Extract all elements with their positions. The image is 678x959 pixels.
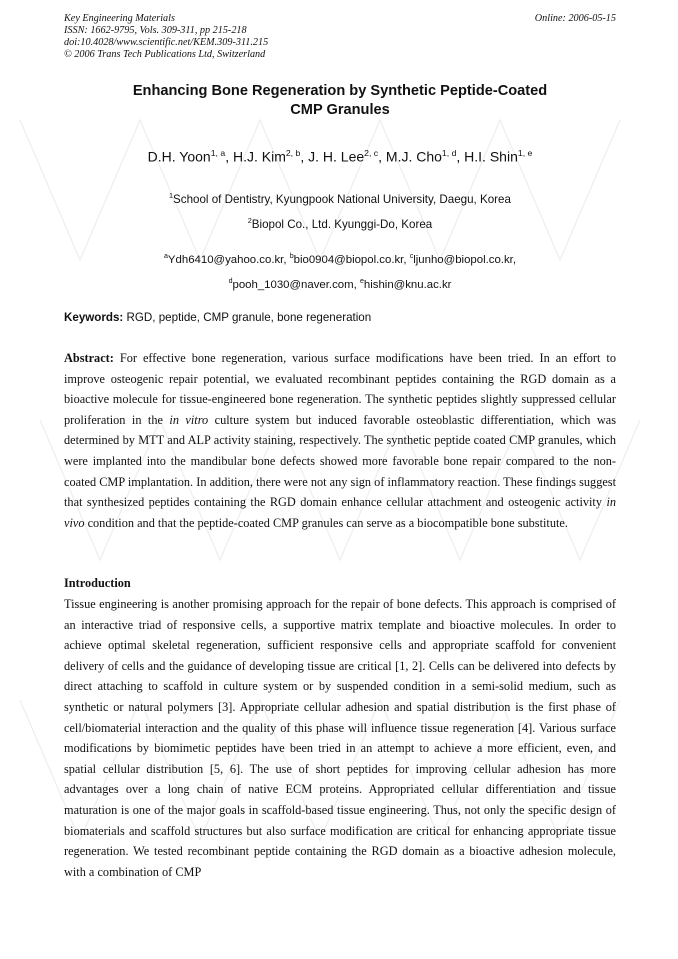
email-sup: e [359,277,364,285]
abstract-italic-2: in vivo [64,495,617,530]
title-line-1: Enhancing Bone Regeneration by Synthetic Peptide-Coated [132,83,548,99]
aff-sup: 1 [169,191,174,200]
title-line-2: CMP Granules [290,102,390,118]
journal-header [64,13,616,61]
abstract-text-1: For effective bone regeneration, various surface modifications have been tried. In an effort to improve osteogenic repair potential, we evaluated recombinant peptides containing the RGD domain as a bioactive molecule for tissue-engineered bone regeneration. The synthetic peptides slightly suppressed cellular proliferation in the [64,351,616,427]
email-link[interactable]: pooh_1030@naver.com [232,278,354,291]
email-link[interactable]: hishin@knu.ac.kr [363,278,452,291]
online-date: Online: 2006-05-15 [534,13,616,24]
author: M.J. Cho [385,148,442,165]
keywords-label: Keywords: [64,311,124,324]
section-heading-introduction: Introduction [64,576,131,590]
email-line-2: $^d$pooh_1030@naver.com, $^e$hishin@knu.ac.kr [228,277,452,291]
affiliations [64,185,616,235]
email-sup: d [228,277,233,285]
abstract-label: Abstract: [64,351,114,365]
doi-line: doi:10.4028/www.scientific.net/KEM.309-311.215 [64,37,269,48]
email-link[interactable]: bio0904@biopol.co.kr [293,253,404,266]
aff-text: School of Dentistry, Kyungpook National University, Daegu, Korea [173,192,511,206]
email-sup: b [289,253,294,260]
paper-title [64,82,616,120]
aff-text: Biopol Co., Ltd. Kyunggi-Do, Korea [251,217,433,231]
abstract-text-3: condition and that the peptide-coated CMP granules can serve as a biocompatible bone substitute. [87,515,568,530]
author: D.H. Yoon [147,148,211,165]
email-sup: a [164,253,168,260]
affiliation-2 [64,210,616,235]
abstract-italic-1: in vitro [169,412,209,427]
abstract-text-2: culture system but induced favorable osteoblastic differentiation, which was determined by MTT and ALP activity staining, respectively. The synthetic peptide coated CMP granules, which were implanted into the mandibular bone defects showed more favorable bone repair compared to the non-coated CMP implantation. In addition, there were not any sign of inflammatory reaction. These findings suggest that synthesized peptides containing the RGD domain enhance cellular attachment and osteogenic activity [64,412,616,510]
author-sup: 2, b [285,148,301,158]
author: H.J. Kim [232,148,286,165]
email-list [64,246,616,296]
email-line-1: $^a$Ydh6410@yahoo.co.kr, $^b$bio0904@biopol.co.kr, $^c$ljunho@biopol.co.kr, [164,253,516,266]
keywords [64,310,616,325]
aff-sup: 2 [247,215,252,225]
keywords-text: RGD, peptide, CMP granule, bone regeneration [126,311,372,324]
author-sup: 1, e [517,148,533,158]
author: J. H. Lee [308,148,365,165]
email-link[interactable]: Ydh6410@yahoo.co.kr [167,253,284,266]
author: H.I. Shin [464,148,518,165]
introduction-text: Tissue engineering is another promising approach for the repair of bone defects. This approach is comprised of an interactive triad of responsive cells, a supportive matrix template and bioactive molecules. In order to achieve optimal skeletal regeneration, sufficient responsive cells and appropriate scaffold for convenient delivery of cells and the guidance of developing tissue are critical [1, 2]. Cells can be delivered into defects by direct attaching to scaffold in culture system or by suspended condition in a semi-solid medium, such as synthetic or natural polymers [3]. Appropriate cellular adhesion and spatial distribution is the first phase of cell/biomaterial interaction and the quality of this phase will influence tissue regeneration [4]. Various surface modifications by biomimetic peptides have been tried in an attempt to achieve a more efficient, even, and spatial cellular distribution [5, 6]. The use of short peptides for improving cellular adhesion has more advantages over a long chain of native ECM proteins. Appropriated cellular differentiation and tissue maturation is one of the major goals in scaffold-based tissue engineering. Thus, not only the specific design of biomaterials and scaffold structures but also surface modification are critical for enhancing appropriate tissue regeneration. We tested recombinant peptide containing the RGD domain as a bioactive adhesion molecule, with a combination of CMP [64,597,616,879]
author-sup: 1, d [441,148,457,158]
author-list: D.H. Yoon$^{1, a}$, H.J. Kim$^{2, b}$, J. H. Lee$^{2, c}$, M.J. Cho$^{1, d}$, H.I. Shin$^{1, e}$ [147,148,533,165]
email-link[interactable]: ljunho@biopol.co.kr [413,253,513,266]
journal-name: Key Engineering Materials [64,13,175,24]
author-sup: 1, a [210,148,226,158]
email-sup: c [409,253,414,260]
issn-line: ISSN: 1662-9795, Vols. 309-311, pp 215-218 [64,25,247,36]
author-sup: 2, c [364,148,379,158]
abstract [64,348,616,533]
copyright-line: © 2006 Trans Tech Publications Ltd, Switzerland [64,49,266,60]
affiliation-1 [64,185,616,210]
